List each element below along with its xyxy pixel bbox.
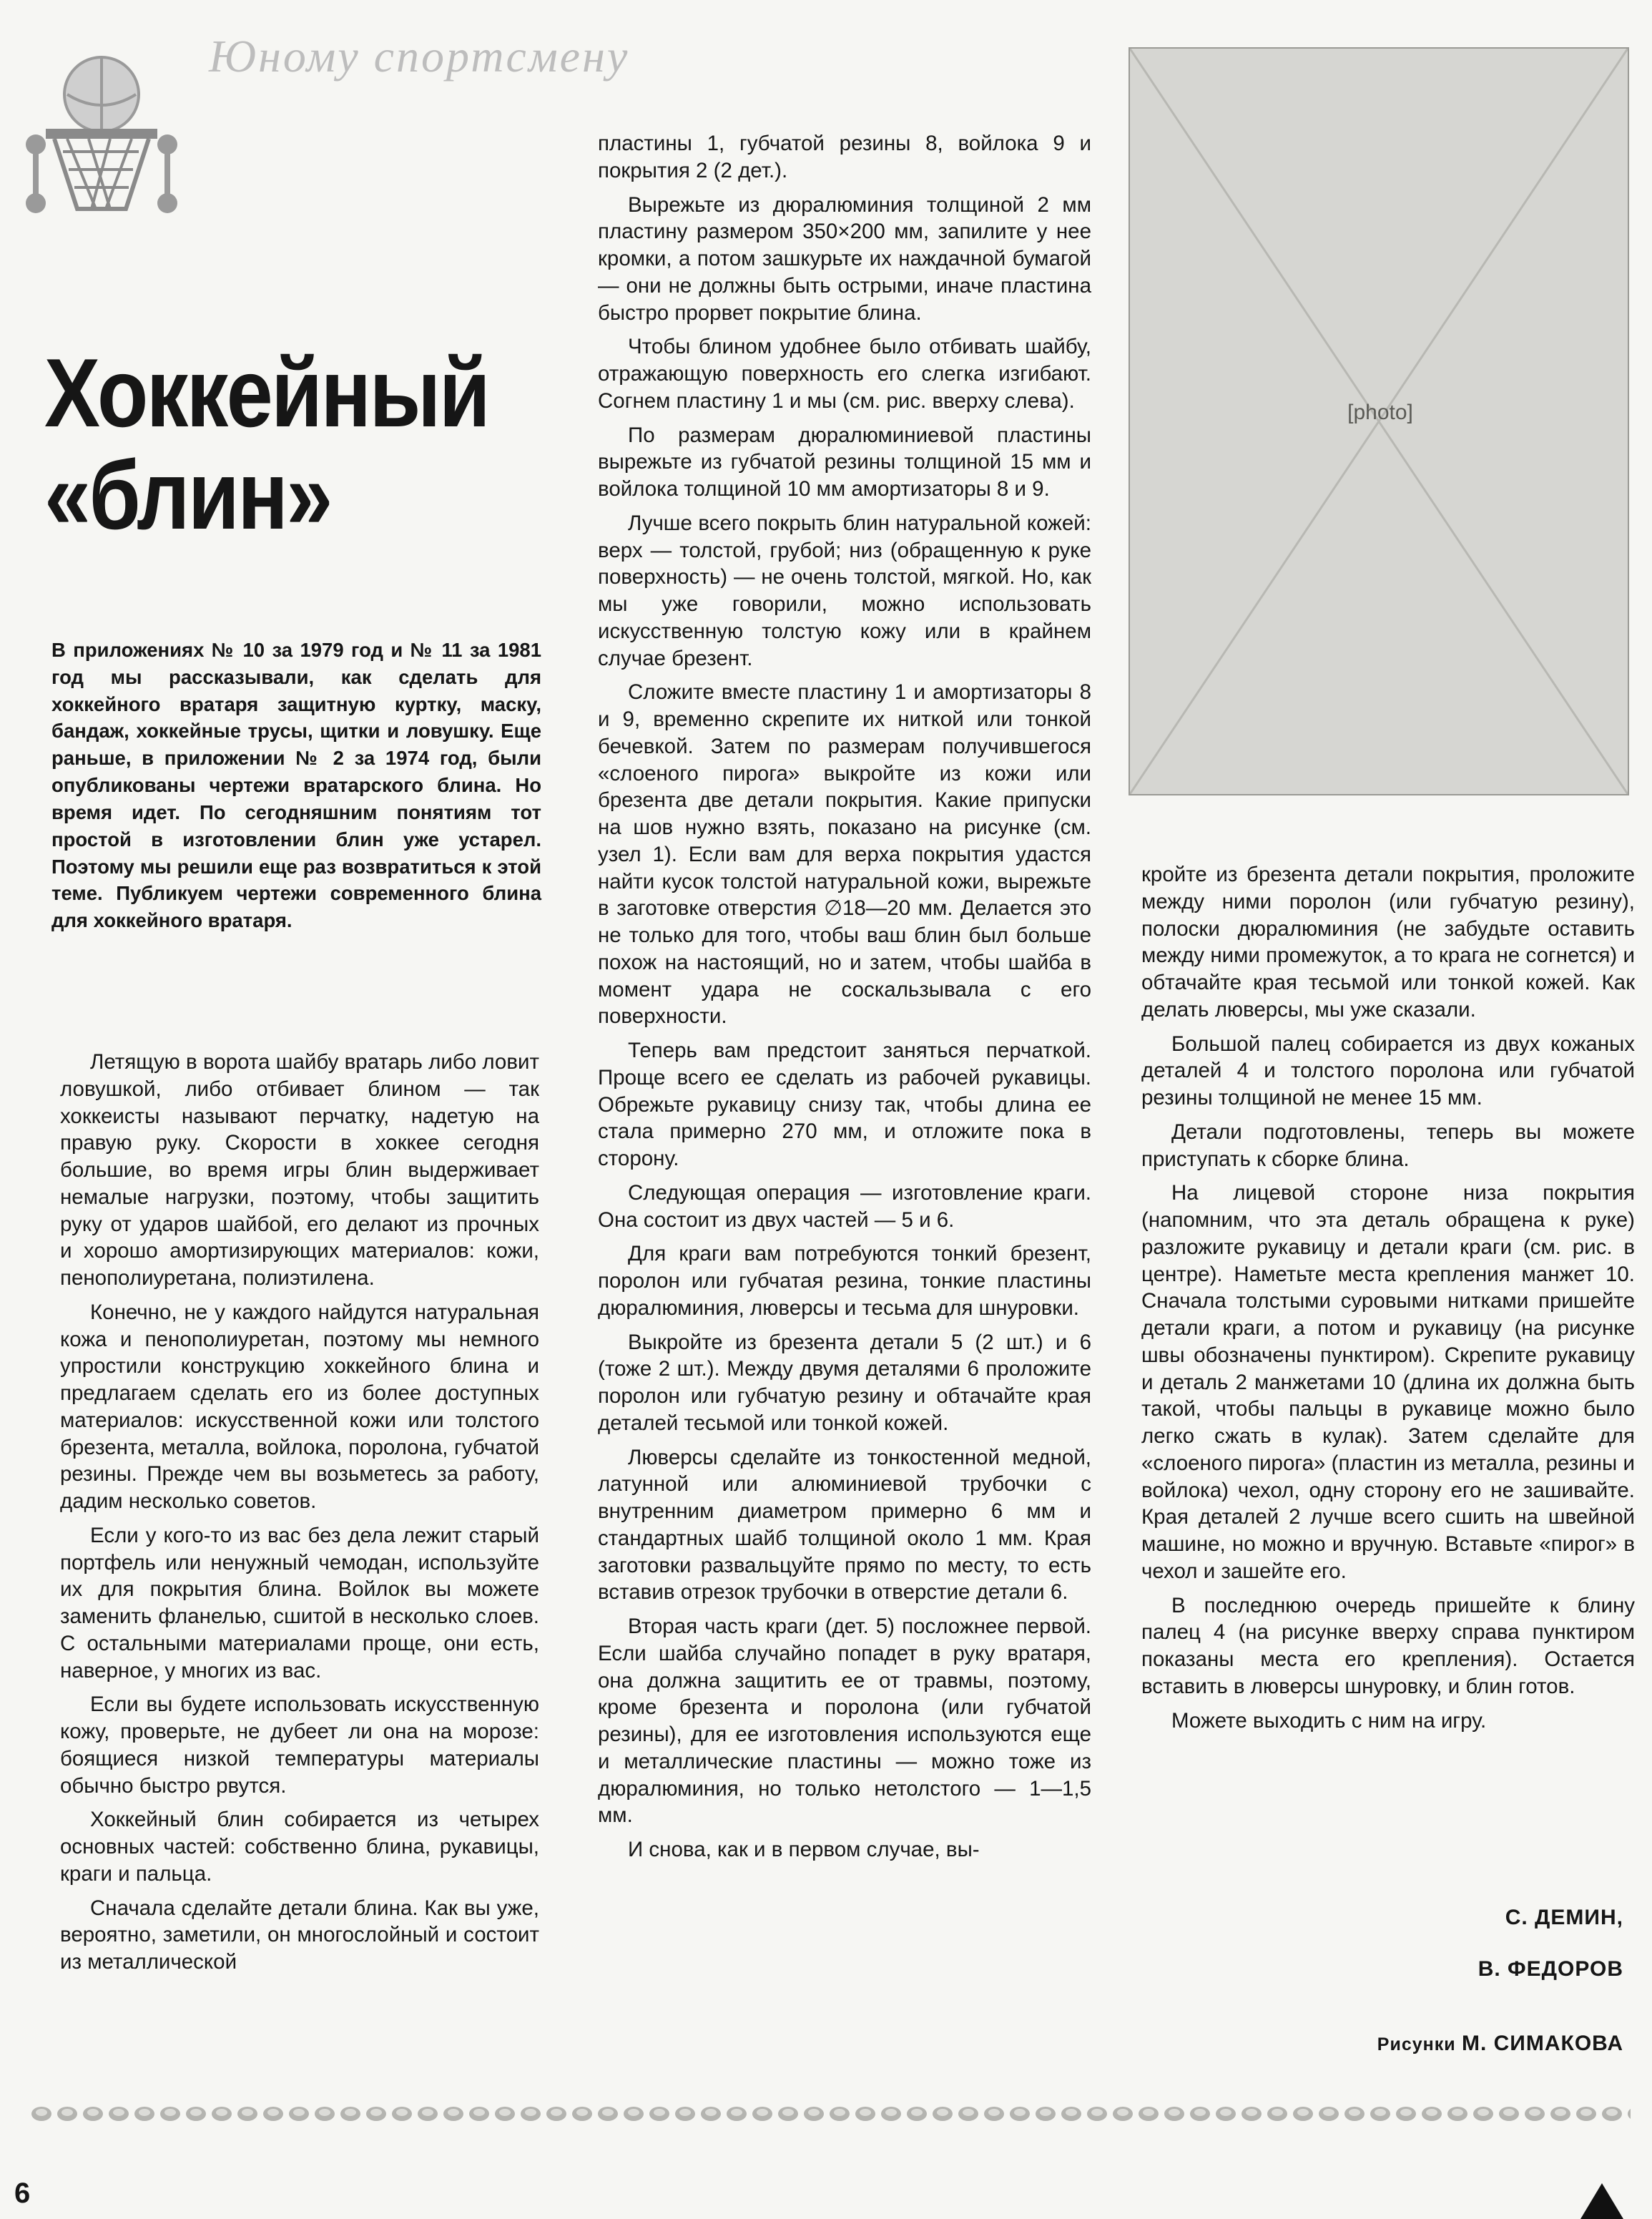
credit-name: М. СИМАКОВА	[1461, 2032, 1623, 2055]
paragraph: Сложите вместе пластину 1 и амортизаторы 8 и 9, временно скрепите их ниткой или тонкой бечевкой. Затем по размерам получившегося «слоеного пирога» выкройте из кожи или брезента две детали покрытия. Какие припуски на шов нужно взять, показано на рисунке (см. узел 1). Если вам для верха покрытия удастся найти кусок толстой натуральной кожи, вырежьте в заготовке отверстия ∅18—20 мм. Делается это не только для того, чтобы ваш блин был больше похож на настоящий, но и затем, чтобы шайба в момент удара не соскальзывала с его поверхности.	[598, 680, 1091, 1029]
section-rubric: Юному спортсмену	[209, 31, 630, 82]
paragraph: Сначала сделайте детали блина. Как вы уже, вероятно, заметили, он многослойный и состоит из металлической	[60, 1896, 539, 1974]
title-line-2: «блин»	[44, 440, 331, 549]
decorative-border	[29, 2103, 1631, 2125]
text-column-3	[1141, 861, 1635, 1741]
paragraph: Большой палец собирается из двух кожаных деталей 4 и толстого поролона или губчатой резины толщиной не менее 15 мм.	[1141, 1032, 1635, 1110]
paragraph: Если у кого-то из вас без дела лежит старый портфель или ненужный чемодан, используйте их для покрытия блина. Войлок вы можете заменить фланелью, сшитой в несколько слоев. С остальными материалами проще, они есть, наверное, у многих из вас.	[60, 1523, 539, 1682]
paragraph: По размерам дюралюминиевой пластины вырежьте из губчатой резины толщиной 15 мм и войлока толщиной 10 мм амортизаторы 8 и 9.	[598, 423, 1091, 501]
paragraph: Чтобы блином удобнее было отбивать шайбу, отражающую поверхность его слегка изгибают. Согнем пластину 1 и мы (см. рис. вверху слева).	[598, 335, 1091, 413]
paragraph: Конечно, не у каждого найдутся натуральная кожа и пенополиуретан, поэтому мы немного упростили конструкцию хоккейного блина и предлагаем сделать его из более доступных материалов: искусственной кожи или толстого брезента, металла, войлока, поролона, губчатой резины. Прежде чем вы возьметесь за работу, дадим несколько советов.	[60, 1300, 539, 1513]
corner-arrow-icon	[1580, 2183, 1623, 2219]
paragraph: Можете выходить с ним на игру.	[1171, 1708, 1487, 1733]
photo-label: [photo]	[1347, 401, 1413, 424]
author-2: В. ФЕДОРОВ	[1478, 1957, 1623, 1981]
paragraph: И снова, как и в первом случае, вы-	[628, 1838, 980, 1861]
title-line-1: Хоккейный	[44, 338, 489, 447]
page-number: 6	[14, 2178, 31, 2209]
paragraph: Летящую в ворота шайбу вратарь либо ловит ловушкой, либо отбивает блином — так хоккеисты называют перчатку, надетую на правую руку. Скорости в хоккее сегодня большие, во время игры блин выдерживает немалые нагрузки, поэтому, чтобы защитить руку от ударов шайбой, его делают из прочных и хорошо амортизирующих материалов: кожи, пенополиуретана, полиэтилена.	[60, 1050, 539, 1290]
author-1: С. ДЕМИН,	[1505, 1906, 1623, 1929]
lead-paragraph: В приложениях № 10 за 1979 год и № 11 за 1981 год мы рассказывали, как сделать для хоккейного вратаря защитную куртку, маску, бандаж, хоккейные трусы, щитки и ловушку. Еще раньше, в приложении № 2 за 1974 год, были опубликованы чертежи вратарского блина. Но время идет. По сегодняшним понятиям тот простой в изготовлении блин уже устарел. Поэтому мы решили еще раз возвратиться к этой теме. Публикуем чертежи современного блина для хоккейного вратаря.	[51, 639, 541, 932]
paragraph: Лучше всего покрыть блин натуральной кожей: верх — толстой, грубой; низ (обращенную к руке поверхность) — не очень толстой, мягкой. Но, как мы уже говорили, можно использовать искусственную толстую кожу или в крайнем случае брезент.	[598, 511, 1091, 670]
sports-logo-icon	[17, 44, 182, 216]
article-title	[44, 338, 489, 549]
paragraph: На лицевой стороне низа покрытия (напомним, что эта деталь обращена к руке) разложите рукавицу и детали краги (см. рис. в центре). Наметьте места крепления манжет 10. Сначала толстыми суровыми нитками пришейте детали краги, а потом и рукавицу (на рисунке швы обозначены пунктиром). Скрепите рукавицу и деталь 2 манжетами 10 (длина их должна быть такой, чтобы пальцы в рукавице можно было легко сжать в кулак). Затем сделайте для «слоеного пирога» (пластин из металла, резины и войлока) чехол, одну сторону его не зашивайте. Края деталей 2 лучше всего сшить на швейной машине, но можно и вручную. Вставьте «пирог» в чехол и зашейте его.	[1141, 1181, 1635, 1583]
paragraph: В последнюю очередь пришейте к блину палец 4 (на рисунке вверху справа пунктиром показаны места его крепления). Остается вставить в люверсы шнуровку, и блин готов.	[1141, 1593, 1635, 1698]
paragraph: Для краги вам потребуются тонкий брезент, поролон или губчатая резина, тонкие пластины дюралюминия, люверсы и тесьма для шнуровки.	[598, 1242, 1091, 1320]
paragraph: Если вы будете использовать искусственную кожу, проверьте, не дубеет ли она на морозе: боящиеся низкой температуры материалы обычно быстро рвутся.	[60, 1693, 539, 1798]
text-column-1	[60, 1049, 539, 1983]
credit-prefix: Рисунки	[1377, 2034, 1456, 2054]
paragraph: Теперь вам предстоит заняться перчаткой. Проще всего ее сделать из рабочей рукавицы. Обрежьте рукавицу снизу так, чтобы длина ее стала примерно 270 мм, и отложите пока в сторону.	[598, 1039, 1091, 1170]
paragraph: Выкройте из брезента детали 5 (2 шт.) и 6 (тоже 2 шт.). Между двумя деталями 6 проложите поролон или губчатую резину и обтачайте края деталей тесьмой или тонкой кожей.	[598, 1330, 1091, 1435]
paragraph: Хоккейный блин собирается из четырех основных частей: собственно блина, рукавицы, краги и пальца.	[60, 1808, 539, 1886]
paragraph: Следующая операция — изготовление краги. Она состоит из двух частей — 5 и 6.	[598, 1180, 1091, 1232]
paragraph: пластины 1, губчатой резины 8, войлока 9 и покрытия 2 (2 дет.).	[598, 132, 1091, 182]
paragraph: Вырежьте из дюралюминия толщиной 2 мм пластину размером 350×200 мм, запилите у нее кромки, а потом зашкурьте их наждачной бумагой — они не должны быть острыми, иначе пластина быстро прорвет покрытие блина.	[598, 192, 1091, 325]
paragraph: Детали подготовлены, теперь вы можете приступать к сборке блина.	[1141, 1120, 1635, 1171]
paragraph: Вторая часть краги (дет. 5) посложнее первой. Если шайба случайно попадет в руку вратаря, она должна защитить ее от травмы, поэтому, кроме брезента и поролона (или губчатой резины), для ее изготовления используются еще и металлические пластины — можно тоже из дюралюминия, но только нетолстого — 1—1,5 мм.	[598, 1615, 1091, 1828]
text-column-2	[598, 130, 1091, 1871]
paragraph: кройте из брезента детали покрытия, проложите между ними поролон (или губчатую резину), полоски дюралюминия (не забудьте оставить между ними промежуток, а то крага не согнется) и обтачайте края тесьмой или тонкой кожей. Как делать люверсы, мы уже сказали.	[1141, 863, 1635, 1022]
paragraph: Люверсы сделайте из тонкостенной медной, латунной или алюминиевой трубочки с внутренним диаметром примерно 6 мм и стандартных шайб толщиной около 1 мм. Края заготовки развальцуйте прямо по месту, то есть вставив отрезок трубочки в отверстие детали 6.	[598, 1445, 1091, 1605]
illustration-credit	[1377, 2032, 1623, 2056]
